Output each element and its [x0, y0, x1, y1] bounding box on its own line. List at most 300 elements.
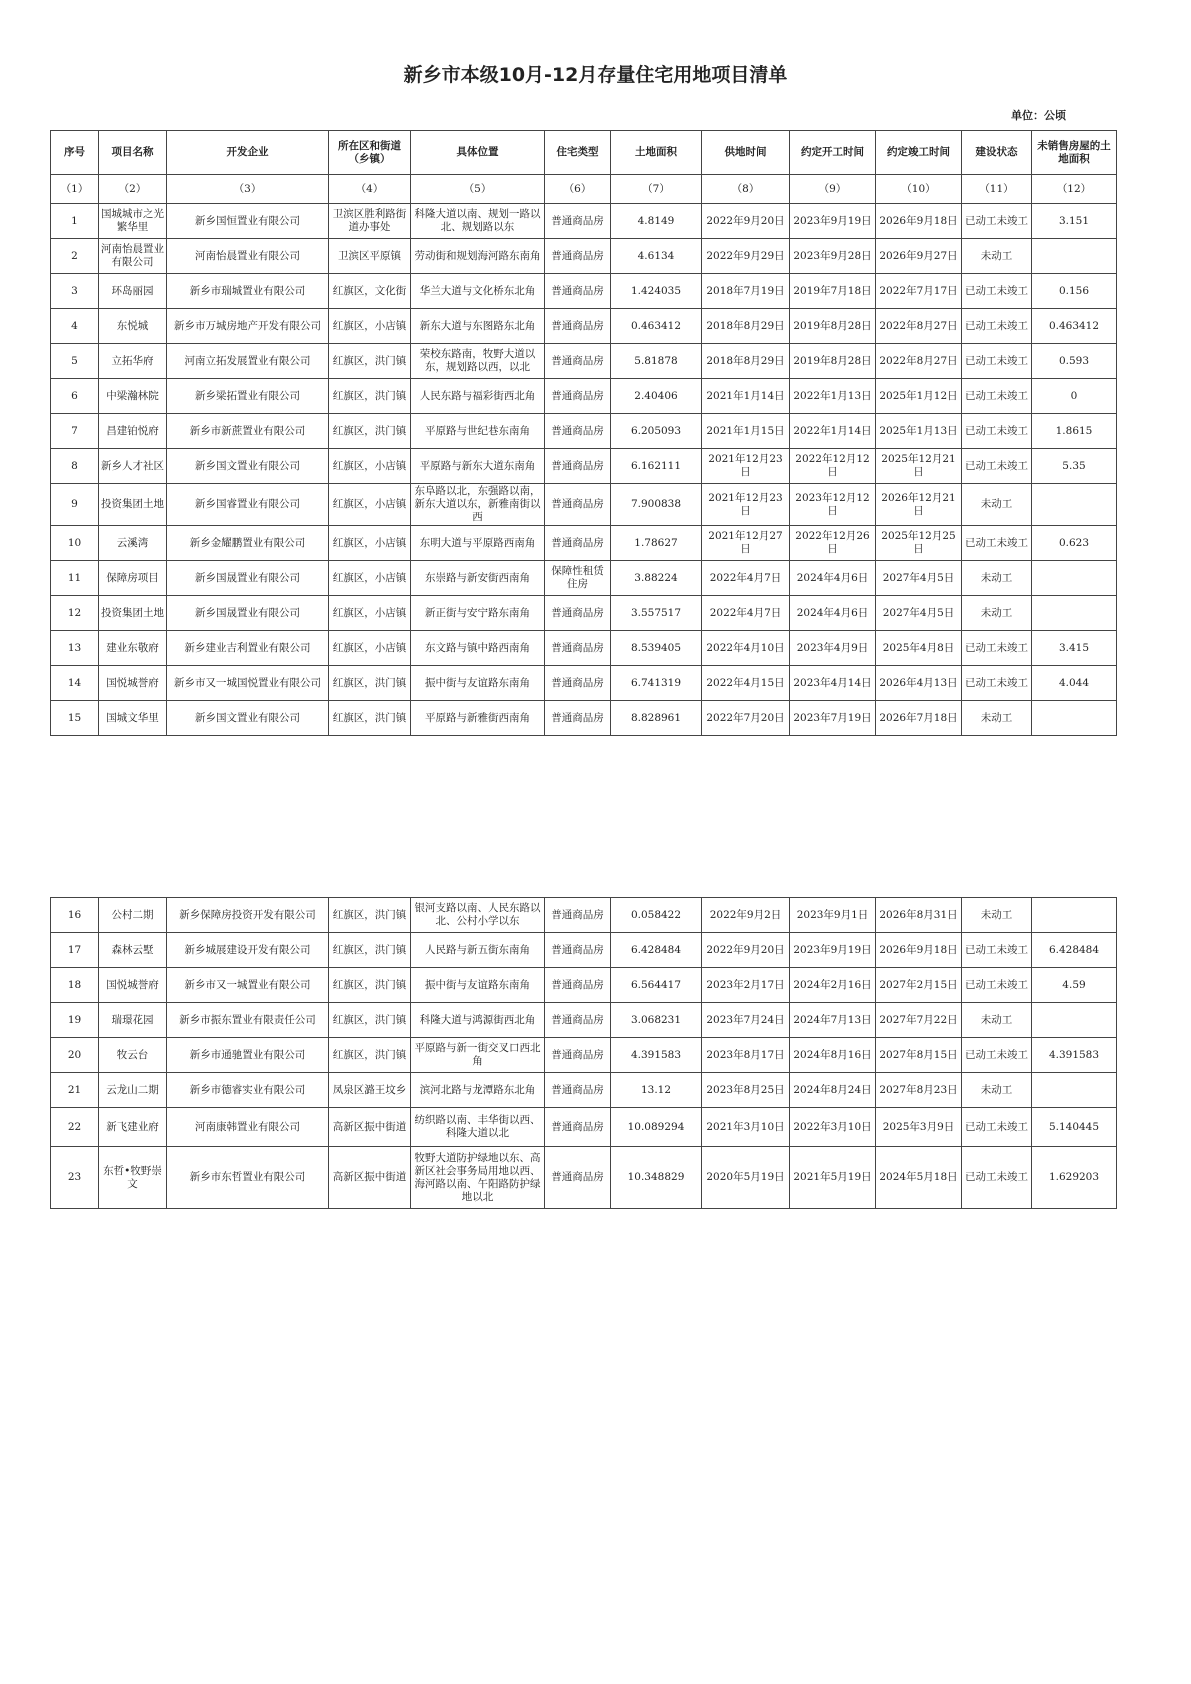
cell-unsold-area: 0	[1032, 379, 1117, 414]
cell-supply-date: 2022年4月15日	[702, 666, 790, 701]
cell-status: 已动工未竣工	[962, 1038, 1032, 1073]
cell-unsold-area: 0.463412	[1032, 309, 1117, 344]
cell-district: 红旗区，小店镇	[329, 309, 411, 344]
cell-location: 科隆大道以南、规划一路以北、规划路以东	[411, 204, 545, 239]
cell-seq: 4	[51, 309, 99, 344]
table-row	[51, 204, 1117, 239]
cell-district: 卫滨区平原镇	[329, 239, 411, 274]
cell-supply-date: 2022年4月7日	[702, 596, 790, 631]
table-row	[51, 344, 1117, 379]
cell-location: 科隆大道与鸿源街西北角	[411, 1003, 545, 1038]
cell-seq: 11	[51, 561, 99, 596]
cell-start-date: 2023年4月14日	[790, 666, 876, 701]
cell-developer: 新乡国恒置业有限公司	[167, 204, 329, 239]
cell-start-date: 2019年8月28日	[790, 344, 876, 379]
cell-project-name: 国城文华里	[99, 701, 167, 736]
table-row	[51, 1038, 1117, 1073]
cell-location: 新正街与安宁路东南角	[411, 596, 545, 631]
cell-project-name: 新飞建业府	[99, 1108, 167, 1147]
cell-start-date: 2024年4月6日	[790, 596, 876, 631]
cell-unsold-area: 0.593	[1032, 344, 1117, 379]
cell-location: 银河支路以南、人民东路以北、公村小学以东	[411, 898, 545, 933]
cell-project-name: 瑞璟花园	[99, 1003, 167, 1038]
cell-land-area: 2.40406	[611, 379, 702, 414]
cell-project-name: 河南怡晨置业有限公司	[99, 239, 167, 274]
cell-start-date: 2023年12月12日	[790, 484, 876, 526]
cell-supply-date: 2023年7月24日	[702, 1003, 790, 1038]
cell-district: 卫滨区胜利路街道办事处	[329, 204, 411, 239]
cell-land-area: 10.348829	[611, 1147, 702, 1209]
cell-supply-date: 2022年9月20日	[702, 204, 790, 239]
cell-project-name: 保障房项目	[99, 561, 167, 596]
cell-start-date: 2022年12月12日	[790, 449, 876, 484]
cell-developer: 新乡市瑞城置业有限公司	[167, 274, 329, 309]
cell-supply-date: 2021年3月10日	[702, 1108, 790, 1147]
cell-project-name: 建业东敬府	[99, 631, 167, 666]
table-row	[51, 379, 1117, 414]
cell-land-area: 4.8149	[611, 204, 702, 239]
header-unsold-area: 未销售房屋的土地面积	[1032, 131, 1117, 175]
cell-unsold-area	[1032, 701, 1117, 736]
cell-unsold-area: 0.156	[1032, 274, 1117, 309]
cell-district: 高新区振中街道	[329, 1147, 411, 1209]
cell-location: 振中街与友谊路东南角	[411, 666, 545, 701]
cell-status: 已动工未竣工	[962, 274, 1032, 309]
cell-project-name: 东哲•牧野崇文	[99, 1147, 167, 1209]
cell-start-date: 2023年9月28日	[790, 239, 876, 274]
cell-seq: 3	[51, 274, 99, 309]
cell-housing-type: 普通商品房	[545, 596, 611, 631]
cell-seq: 7	[51, 414, 99, 449]
cell-start-date: 2024年7月13日	[790, 1003, 876, 1038]
table-row	[51, 1147, 1117, 1209]
header-land-area: 土地面积	[611, 131, 702, 175]
cell-start-date: 2022年3月10日	[790, 1108, 876, 1147]
cell-seq: 13	[51, 631, 99, 666]
cell-land-area: 8.539405	[611, 631, 702, 666]
cell-start-date: 2019年8月28日	[790, 309, 876, 344]
table-row	[51, 666, 1117, 701]
column-number-district: （4）	[329, 175, 411, 204]
cell-status: 已动工未竣工	[962, 1147, 1032, 1209]
cell-seq: 14	[51, 666, 99, 701]
cell-housing-type: 普通商品房	[545, 526, 611, 561]
cell-housing-type: 普通商品房	[545, 1147, 611, 1209]
cell-district: 红旗区，洪门镇	[329, 701, 411, 736]
cell-district: 红旗区，文化街	[329, 274, 411, 309]
cell-completion-date: 2026年12月21日	[876, 484, 962, 526]
cell-land-area: 8.828961	[611, 701, 702, 736]
cell-project-name: 昌建铂悦府	[99, 414, 167, 449]
cell-status: 已动工未竣工	[962, 204, 1032, 239]
cell-seq: 1	[51, 204, 99, 239]
cell-housing-type: 普通商品房	[545, 701, 611, 736]
cell-seq: 12	[51, 596, 99, 631]
cell-supply-date: 2018年7月19日	[702, 274, 790, 309]
cell-unsold-area: 4.044	[1032, 666, 1117, 701]
cell-status: 已动工未竣工	[962, 344, 1032, 379]
cell-completion-date: 2027年7月22日	[876, 1003, 962, 1038]
cell-land-area: 0.463412	[611, 309, 702, 344]
cell-supply-date: 2021年1月14日	[702, 379, 790, 414]
cell-district: 凤泉区潞王坟乡	[329, 1073, 411, 1108]
cell-location: 新东大道与东图路东北角	[411, 309, 545, 344]
cell-completion-date: 2025年12月21日	[876, 449, 962, 484]
cell-unsold-area: 3.415	[1032, 631, 1117, 666]
cell-unsold-area: 1.629203	[1032, 1147, 1117, 1209]
cell-status: 未动工	[962, 596, 1032, 631]
cell-start-date: 2023年7月19日	[790, 701, 876, 736]
cell-supply-date: 2021年12月23日	[702, 484, 790, 526]
cell-housing-type: 普通商品房	[545, 344, 611, 379]
cell-unsold-area	[1032, 484, 1117, 526]
cell-seq: 2	[51, 239, 99, 274]
cell-status: 已动工未竣工	[962, 379, 1032, 414]
cell-developer: 新乡保障房投资开发有限公司	[167, 898, 329, 933]
cell-housing-type: 普通商品房	[545, 274, 611, 309]
cell-land-area: 6.741319	[611, 666, 702, 701]
cell-completion-date: 2027年8月23日	[876, 1073, 962, 1108]
cell-status: 已动工未竣工	[962, 309, 1032, 344]
cell-district: 红旗区，洪门镇	[329, 1003, 411, 1038]
cell-completion-date: 2026年7月18日	[876, 701, 962, 736]
cell-completion-date: 2027年2月15日	[876, 968, 962, 1003]
cell-location: 人民东路与福彩街西北角	[411, 379, 545, 414]
cell-project-name: 国悦城誉府	[99, 968, 167, 1003]
cell-seq: 10	[51, 526, 99, 561]
cell-land-area: 1.78627	[611, 526, 702, 561]
cell-housing-type: 普通商品房	[545, 484, 611, 526]
table-row	[51, 274, 1117, 309]
column-number-housing-type: （6）	[545, 175, 611, 204]
table-row	[51, 561, 1117, 596]
cell-supply-date: 2022年7月20日	[702, 701, 790, 736]
cell-location: 平原路与新雅街西南角	[411, 701, 545, 736]
cell-seq: 5	[51, 344, 99, 379]
header-row	[51, 131, 1117, 175]
cell-location: 华兰大道与文化桥东北角	[411, 274, 545, 309]
cell-location: 荣校东路南，牧野大道以东，规划路以西，以北	[411, 344, 545, 379]
cell-developer: 新乡市万城房地产开发有限公司	[167, 309, 329, 344]
table-row	[51, 631, 1117, 666]
cell-supply-date: 2021年12月23日	[702, 449, 790, 484]
cell-completion-date: 2022年7月17日	[876, 274, 962, 309]
cell-status: 未动工	[962, 1073, 1032, 1108]
cell-status: 已动工未竣工	[962, 933, 1032, 968]
cell-housing-type: 普通商品房	[545, 1073, 611, 1108]
cell-land-area: 10.089294	[611, 1108, 702, 1147]
cell-supply-date: 2023年8月25日	[702, 1073, 790, 1108]
cell-completion-date: 2027年4月5日	[876, 561, 962, 596]
table-row	[51, 968, 1117, 1003]
cell-start-date: 2022年1月13日	[790, 379, 876, 414]
cell-project-name: 牧云台	[99, 1038, 167, 1073]
cell-completion-date: 2022年8月27日	[876, 344, 962, 379]
cell-developer: 新乡金耀鹏置业有限公司	[167, 526, 329, 561]
cell-status: 已动工未竣工	[962, 1108, 1032, 1147]
cell-unsold-area: 4.59	[1032, 968, 1117, 1003]
cell-housing-type: 普通商品房	[545, 666, 611, 701]
cell-developer: 新乡市东哲置业有限公司	[167, 1147, 329, 1209]
cell-district: 红旗区，洪门镇	[329, 344, 411, 379]
cell-project-name: 国城城市之光繁华里	[99, 204, 167, 239]
cell-district: 红旗区，小店镇	[329, 561, 411, 596]
cell-seq: 20	[51, 1038, 99, 1073]
cell-seq: 21	[51, 1073, 99, 1108]
column-number-start-date: （9）	[790, 175, 876, 204]
cell-unsold-area	[1032, 898, 1117, 933]
table-row	[51, 1108, 1117, 1147]
cell-seq: 19	[51, 1003, 99, 1038]
header-seq: 序号	[51, 131, 99, 175]
table-row	[51, 309, 1117, 344]
cell-unsold-area	[1032, 239, 1117, 274]
column-number-completion-date: （10）	[876, 175, 962, 204]
cell-district: 红旗区，洪门镇	[329, 968, 411, 1003]
cell-housing-type: 普通商品房	[545, 1108, 611, 1147]
cell-housing-type: 普通商品房	[545, 204, 611, 239]
cell-supply-date: 2022年4月10日	[702, 631, 790, 666]
table-row	[51, 596, 1117, 631]
header-location: 具体位置	[411, 131, 545, 175]
table-row	[51, 239, 1117, 274]
cell-status: 未动工	[962, 561, 1032, 596]
cell-project-name: 投资集团土地	[99, 596, 167, 631]
cell-land-area: 0.058422	[611, 898, 702, 933]
cell-developer: 新乡国睿置业有限公司	[167, 484, 329, 526]
cell-completion-date: 2022年8月27日	[876, 309, 962, 344]
cell-project-name: 森林云墅	[99, 933, 167, 968]
unit-label: 单位：公顷	[1011, 109, 1066, 122]
cell-land-area: 5.81878	[611, 344, 702, 379]
cell-district: 红旗区，洪门镇	[329, 898, 411, 933]
cell-housing-type: 普通商品房	[545, 631, 611, 666]
cell-seq: 23	[51, 1147, 99, 1209]
cell-developer: 新乡国文置业有限公司	[167, 701, 329, 736]
cell-project-name: 公村二期	[99, 898, 167, 933]
header-developer: 开发企业	[167, 131, 329, 175]
cell-supply-date: 2021年1月15日	[702, 414, 790, 449]
column-number-row	[51, 175, 1117, 204]
cell-land-area: 1.424035	[611, 274, 702, 309]
cell-developer: 河南怡晨置业有限公司	[167, 239, 329, 274]
cell-developer: 新乡市新蔗置业有限公司	[167, 414, 329, 449]
column-number-status: （11）	[962, 175, 1032, 204]
cell-developer: 新乡市又一城置业有限公司	[167, 968, 329, 1003]
cell-location: 纺织路以南、丰华街以西、科隆大道以北	[411, 1108, 545, 1147]
cell-unsold-area	[1032, 561, 1117, 596]
cell-developer: 河南康韩置业有限公司	[167, 1108, 329, 1147]
cell-district: 红旗区，洪门镇	[329, 666, 411, 701]
cell-district: 红旗区，洪门镇	[329, 379, 411, 414]
cell-housing-type: 普通商品房	[545, 414, 611, 449]
cell-location: 人民路与新五街东南角	[411, 933, 545, 968]
cell-status: 未动工	[962, 701, 1032, 736]
cell-completion-date: 2025年1月12日	[876, 379, 962, 414]
cell-start-date: 2022年1月14日	[790, 414, 876, 449]
cell-completion-date: 2025年4月8日	[876, 631, 962, 666]
cell-project-name: 环岛丽园	[99, 274, 167, 309]
cell-location: 东崇路与新安街西南角	[411, 561, 545, 596]
cell-seq: 17	[51, 933, 99, 968]
cell-project-name: 云溪湾	[99, 526, 167, 561]
cell-seq: 9	[51, 484, 99, 526]
cell-supply-date: 2021年12月27日	[702, 526, 790, 561]
cell-start-date: 2023年9月1日	[790, 898, 876, 933]
cell-unsold-area: 1.8615	[1032, 414, 1117, 449]
cell-start-date: 2024年2月16日	[790, 968, 876, 1003]
cell-completion-date: 2025年12月25日	[876, 526, 962, 561]
cell-developer: 新乡市通驰置业有限公司	[167, 1038, 329, 1073]
column-number-developer: （3）	[167, 175, 329, 204]
cell-status: 已动工未竣工	[962, 968, 1032, 1003]
cell-status: 已动工未竣工	[962, 449, 1032, 484]
cell-developer: 新乡市振东置业有限责任公司	[167, 1003, 329, 1038]
cell-district: 红旗区，小店镇	[329, 631, 411, 666]
cell-project-name: 东悦城	[99, 309, 167, 344]
cell-seq: 15	[51, 701, 99, 736]
cell-project-name: 国悦城誉府	[99, 666, 167, 701]
cell-land-area: 6.564417	[611, 968, 702, 1003]
cell-supply-date: 2022年9月20日	[702, 933, 790, 968]
cell-location: 东明大道与平原路西南角	[411, 526, 545, 561]
cell-start-date: 2023年9月19日	[790, 933, 876, 968]
cell-unsold-area: 6.428484	[1032, 933, 1117, 968]
cell-seq: 8	[51, 449, 99, 484]
cell-status: 已动工未竣工	[962, 631, 1032, 666]
header-supply-date: 供地时间	[702, 131, 790, 175]
table-row	[51, 484, 1117, 526]
cell-seq: 6	[51, 379, 99, 414]
column-number-project-name: （2）	[99, 175, 167, 204]
cell-location: 振中街与友谊路东南角	[411, 968, 545, 1003]
cell-supply-date: 2022年9月2日	[702, 898, 790, 933]
cell-housing-type: 普通商品房	[545, 933, 611, 968]
cell-district: 红旗区，小店镇	[329, 596, 411, 631]
column-number-seq: （1）	[51, 175, 99, 204]
cell-location: 牧野大道防护绿地以东、高新区社会事务局用地以西、海河路以南、午阳路防护绿地以北	[411, 1147, 545, 1209]
cell-supply-date: 2022年4月7日	[702, 561, 790, 596]
cell-project-name: 云龙山二期	[99, 1073, 167, 1108]
cell-completion-date: 2026年9月18日	[876, 204, 962, 239]
cell-supply-date: 2023年8月17日	[702, 1038, 790, 1073]
cell-completion-date: 2024年5月18日	[876, 1147, 962, 1209]
table-row	[51, 1003, 1117, 1038]
cell-unsold-area: 5.35	[1032, 449, 1117, 484]
cell-status: 未动工	[962, 239, 1032, 274]
cell-location: 平原路与新一街交叉口西北角	[411, 1038, 545, 1073]
cell-supply-date: 2022年9月29日	[702, 239, 790, 274]
cell-housing-type: 普通商品房	[545, 239, 611, 274]
cell-seq: 18	[51, 968, 99, 1003]
cell-status: 未动工	[962, 898, 1032, 933]
cell-district: 红旗区，洪门镇	[329, 1038, 411, 1073]
cell-district: 红旗区，小店镇	[329, 526, 411, 561]
header-project-name: 项目名称	[99, 131, 167, 175]
cell-location: 平原路与世纪巷东南角	[411, 414, 545, 449]
cell-start-date: 2024年8月24日	[790, 1073, 876, 1108]
cell-developer: 新乡城展建设开发有限公司	[167, 933, 329, 968]
cell-start-date: 2019年7月18日	[790, 274, 876, 309]
cell-supply-date: 2018年8月29日	[702, 344, 790, 379]
cell-location: 平原路与新东大道东南角	[411, 449, 545, 484]
cell-land-area: 3.068231	[611, 1003, 702, 1038]
cell-district: 红旗区，小店镇	[329, 484, 411, 526]
cell-seq: 16	[51, 898, 99, 933]
cell-housing-type: 普通商品房	[545, 1003, 611, 1038]
cell-start-date: 2024年4月6日	[790, 561, 876, 596]
cell-start-date: 2024年8月16日	[790, 1038, 876, 1073]
cell-developer: 新乡建业吉利置业有限公司	[167, 631, 329, 666]
cell-unsold-area	[1032, 1073, 1117, 1108]
cell-unsold-area: 3.151	[1032, 204, 1117, 239]
cell-status: 未动工	[962, 484, 1032, 526]
cell-completion-date: 2025年3月9日	[876, 1108, 962, 1147]
cell-developer: 新乡市德睿实业有限公司	[167, 1073, 329, 1108]
cell-completion-date: 2026年9月18日	[876, 933, 962, 968]
cell-district: 红旗区，洪门镇	[329, 933, 411, 968]
cell-start-date: 2023年4月9日	[790, 631, 876, 666]
header-start-date: 约定开工时间	[790, 131, 876, 175]
cell-housing-type: 普通商品房	[545, 309, 611, 344]
cell-supply-date: 2018年8月29日	[702, 309, 790, 344]
cell-unsold-area: 5.140445	[1032, 1108, 1117, 1147]
cell-developer: 新乡梁拓置业有限公司	[167, 379, 329, 414]
cell-location: 东阜路以北，东强路以南，新东大道以东，新雅南街以西	[411, 484, 545, 526]
cell-land-area: 4.391583	[611, 1038, 702, 1073]
cell-project-name: 中梁瀚林院	[99, 379, 167, 414]
cell-completion-date: 2025年1月13日	[876, 414, 962, 449]
column-number-land-area: （7）	[611, 175, 702, 204]
cell-status: 已动工未竣工	[962, 666, 1032, 701]
cell-developer: 新乡市又一城国悦置业有限公司	[167, 666, 329, 701]
cell-district: 红旗区，洪门镇	[329, 414, 411, 449]
cell-status: 已动工未竣工	[962, 526, 1032, 561]
table-row	[51, 1073, 1117, 1108]
cell-supply-date: 2020年5月19日	[702, 1147, 790, 1209]
table-row	[51, 933, 1117, 968]
cell-start-date: 2022年12月26日	[790, 526, 876, 561]
cell-status: 未动工	[962, 1003, 1032, 1038]
table-row	[51, 898, 1117, 933]
column-number-unsold-area: （12）	[1032, 175, 1117, 204]
cell-housing-type: 普通商品房	[545, 1038, 611, 1073]
cell-developer: 新乡国晟置业有限公司	[167, 596, 329, 631]
cell-land-area: 4.6134	[611, 239, 702, 274]
column-number-location: （5）	[411, 175, 545, 204]
cell-land-area: 3.88224	[611, 561, 702, 596]
cell-unsold-area	[1032, 596, 1117, 631]
land-table-part1	[50, 130, 1117, 736]
cell-project-name: 新乡人才社区	[99, 449, 167, 484]
cell-start-date: 2023年9月19日	[790, 204, 876, 239]
cell-location: 东文路与镇中路西南角	[411, 631, 545, 666]
cell-land-area: 13.12	[611, 1073, 702, 1108]
cell-district: 高新区振中街道	[329, 1108, 411, 1147]
cell-land-area: 6.162111	[611, 449, 702, 484]
cell-project-name: 立拓华府	[99, 344, 167, 379]
cell-land-area: 6.205093	[611, 414, 702, 449]
cell-district: 红旗区，小店镇	[329, 449, 411, 484]
cell-developer: 新乡国文置业有限公司	[167, 449, 329, 484]
cell-completion-date: 2027年8月15日	[876, 1038, 962, 1073]
table-row	[51, 701, 1117, 736]
cell-unsold-area	[1032, 1003, 1117, 1038]
header-housing-type: 住宅类型	[545, 131, 611, 175]
cell-status: 已动工未竣工	[962, 414, 1032, 449]
cell-land-area: 7.900838	[611, 484, 702, 526]
header-status: 建设状态	[962, 131, 1032, 175]
